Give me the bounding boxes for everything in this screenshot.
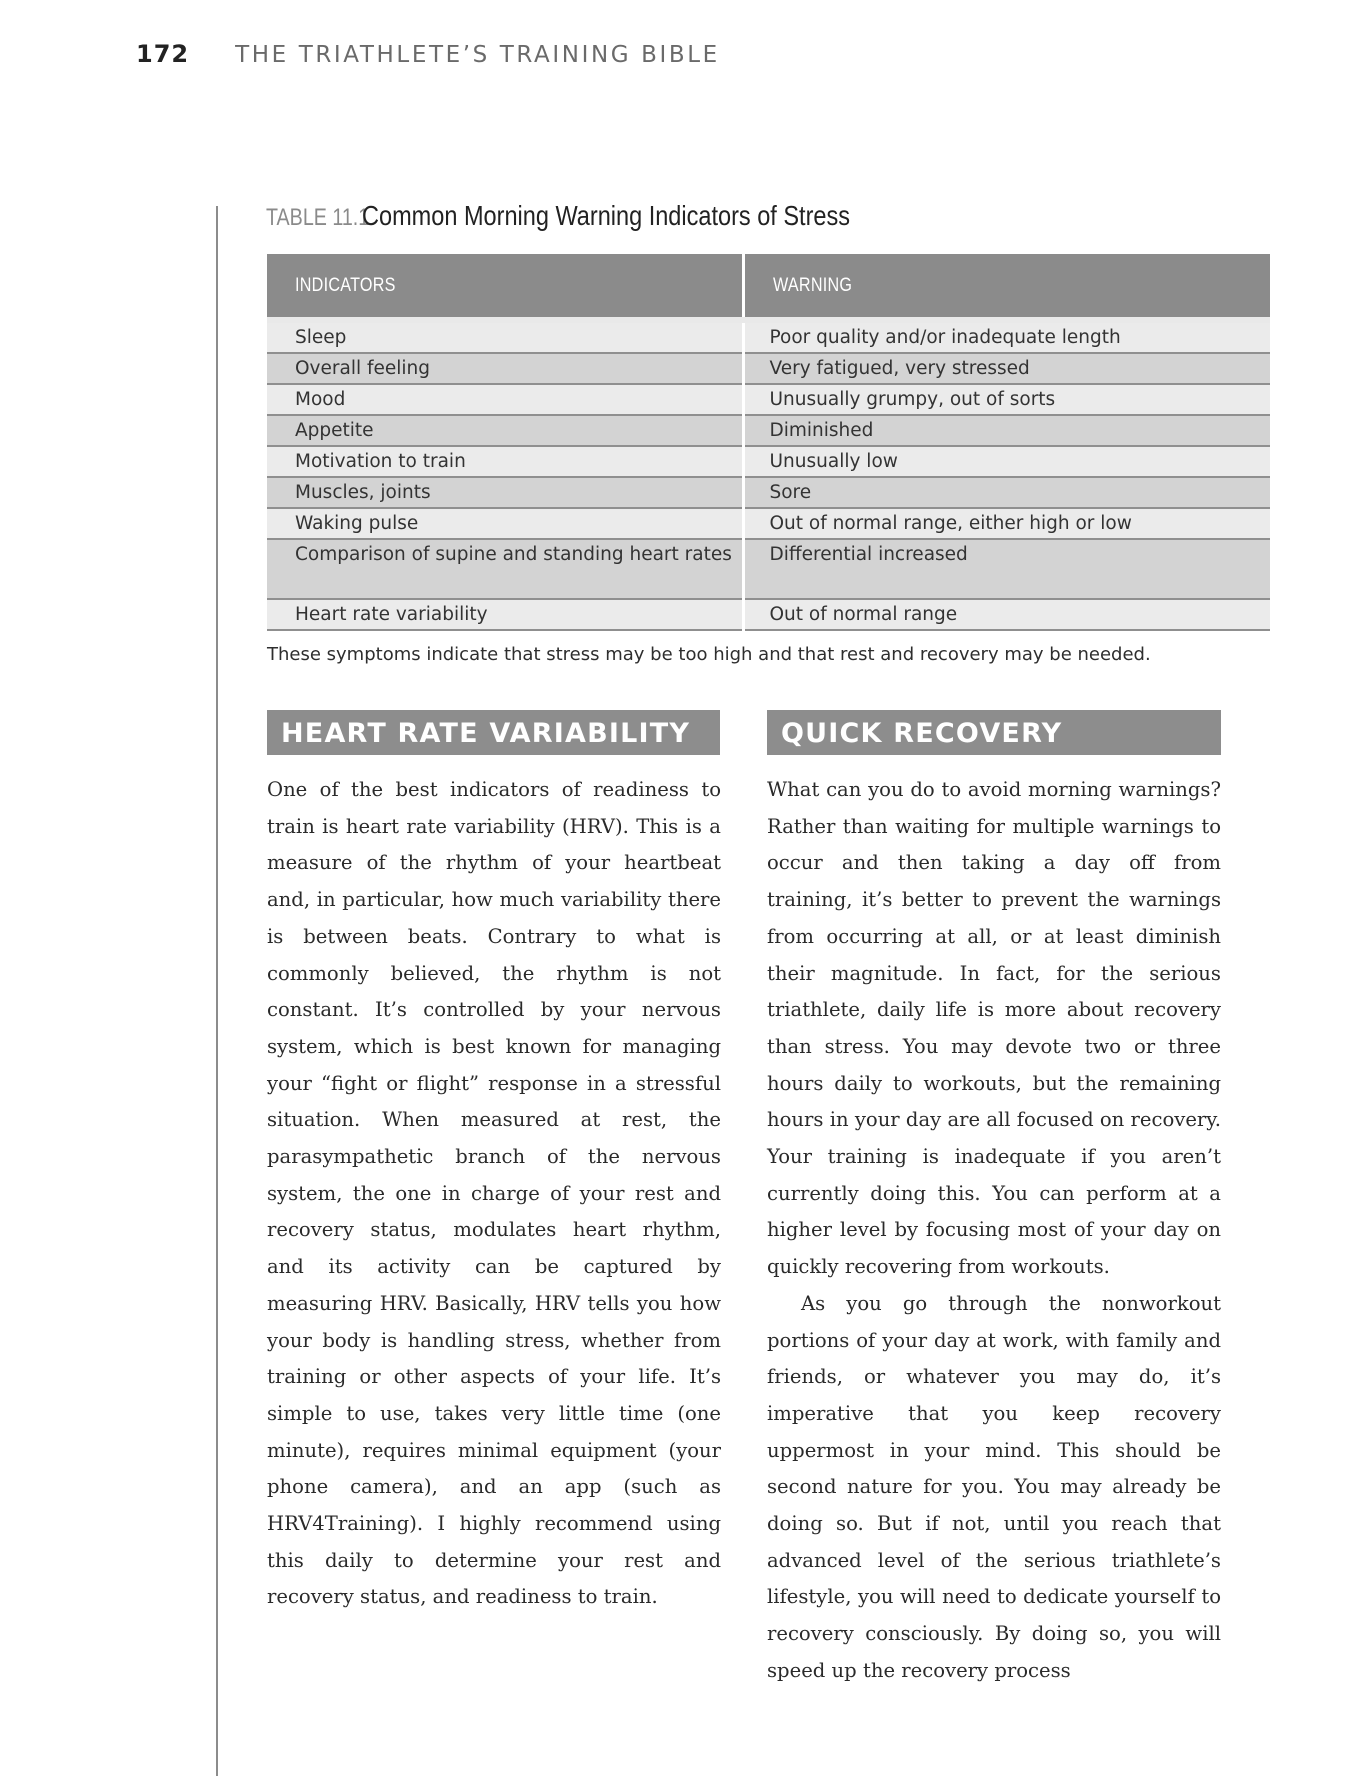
table-row xyxy=(267,508,1270,539)
table-label: TABLE 11.1 xyxy=(266,204,370,231)
indicator-cell: Sleep xyxy=(267,320,743,353)
warning-cell: Differential increased xyxy=(743,539,1270,599)
indicator-cell: Motivation to train xyxy=(267,446,743,477)
section-heading-quick-recovery: QUICK RECOVERY xyxy=(767,710,1221,755)
indicator-cell: Waking pulse xyxy=(267,508,743,539)
table-row xyxy=(267,384,1270,415)
indicator-cell: Appetite xyxy=(267,415,743,446)
table-row xyxy=(267,353,1270,384)
table-row xyxy=(267,599,1270,630)
warning-cell: Sore xyxy=(743,477,1270,508)
indicator-cell: Comparison of supine and standing heart rates xyxy=(267,539,743,599)
indicator-cell: Muscles, joints xyxy=(267,477,743,508)
stress-indicators-table xyxy=(267,254,1270,631)
warning-cell: Diminished xyxy=(743,415,1270,446)
table-row xyxy=(267,539,1270,599)
table-row xyxy=(267,320,1270,353)
section-heading-hrv: HEART RATE VARIABILITY xyxy=(267,710,720,755)
indicator-cell: Overall feeling xyxy=(267,353,743,384)
table-title: Common Morning Warning Indicators of Stress xyxy=(362,200,851,231)
table-header-row xyxy=(267,254,1270,320)
body-paragraph: One of the best indicators of readiness to train is heart rate variability (HRV). This is a measure of the rhythm of your heartbeat and, in particular, how much variability there is between beats. Contrary to what is commonly believed, the rhythm is not constant. It’s controlled by your nervous system, which is best known for managing your “fight or flight” response in a stressful situation. When measured at rest, the parasympathetic branch of the nervous system, the one in charge of your rest and recovery status, modulates heart rhythm, and its activity can be captured by measuring HRV. Basically, HRV tells you how your body is handling stress, whether from training or other aspects of your life. It’s simple to use, takes very little time (one minute), requires minimal equipment (your phone camera), and an app (such as HRV4Training). I highly recommend using this daily to determine your rest and recovery status, and readiness to train. xyxy=(267,778,721,1609)
column-header-indicators: INDICATORS xyxy=(267,254,743,320)
indicator-cell: Mood xyxy=(267,384,743,415)
table-row xyxy=(267,415,1270,446)
column-header-warning: WARNING xyxy=(743,254,1270,320)
warning-cell: Unusually grumpy, out of sorts xyxy=(743,384,1270,415)
table-row xyxy=(267,477,1270,508)
warning-cell: Poor quality and/or inadequate length xyxy=(743,320,1270,353)
body-paragraph: What can you do to avoid morning warnings? Rather than waiting for multiple warnings to occur and then taking a day off from training, it’s better to prevent the warnings from occurring at all, or at least diminish their magnitude. In fact, for the serious triathlete, daily life is more about recovery than stress. You may devote two or three hours daily to workouts, but the remaining hours in your day are all focused on recovery. Your training is inadequate if you aren’t currently doing this. You can perform at a higher level by focusing most of your day on quickly recovering from workouts. xyxy=(767,778,1221,1279)
warning-cell: Out of normal range, either high or low xyxy=(743,508,1270,539)
page-number: 172 xyxy=(136,40,190,68)
body-paragraph: As you go through the nonworkout portions of your day at work, with family and friends, or whatever you may do, it’s imperative that you keep recovery uppermost in your mind. This should be second nature for you. You may already be doing so. But if not, until you reach that advanced level of the serious triathlete’s lifestyle, you will need to dedicate yourself to recovery consciously. By doing so, you will speed up the recovery process xyxy=(767,1291,1221,1682)
table-row xyxy=(267,446,1270,477)
quick-recovery-column xyxy=(767,772,1221,1690)
table-note: These symptoms indicate that stress may be too high and that rest and recovery may be needed. xyxy=(267,644,1151,665)
running-head xyxy=(136,40,720,72)
book-title: THE TRIATHLETE’S TRAINING BIBLE xyxy=(235,42,720,68)
warning-cell: Very fatigued, very stressed xyxy=(743,353,1270,384)
warning-cell: Out of normal range xyxy=(743,599,1270,630)
margin-rule xyxy=(216,206,218,1776)
hrv-column xyxy=(267,772,721,1616)
indicator-cell: Heart rate variability xyxy=(267,599,743,630)
warning-cell: Unusually low xyxy=(743,446,1270,477)
table-caption xyxy=(266,200,943,232)
